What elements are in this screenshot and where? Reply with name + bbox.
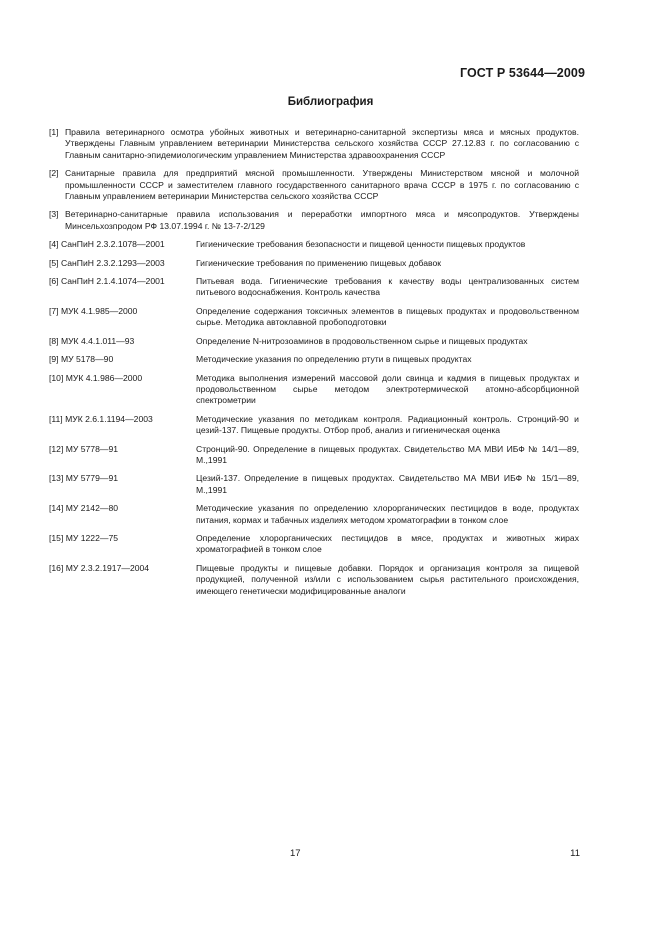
- reference-number: [1]: [49, 127, 59, 137]
- reference-item: [49, 373, 579, 407]
- reference-item: [49, 354, 579, 365]
- reference-text: Определение содержания токсичных элементов в пищевых продуктах и продовольственном сырье. Методика автоклавной пробоподготовки: [196, 305, 579, 328]
- reference-text: Определение N-нитрозоаминов в продовольственном сырье и пищевых продуктах: [196, 335, 528, 346]
- reference-code: [8] МУК 4.4.1.011—93: [49, 335, 135, 346]
- reference-code: [9] МУ 5178—90: [49, 354, 114, 365]
- reference-text: Ветеринарно-санитарные правила использования и переработки импортного мяса и мясопродуктов. Утверждены Минсельхозпродом РФ 13.07.1994 г. № 13-7-2/129: [65, 209, 579, 231]
- page-title: Библиография: [287, 96, 374, 108]
- reference-item: [49, 444, 579, 467]
- sheet-number: 11: [570, 848, 580, 859]
- reference-item: [49, 168, 579, 202]
- reference-text: Правила ветеринарного осмотра убойных животных и ветеринарно-санитарной экспертизы мяса и мясных продуктов. Утверждены Главным управлением ветеринарии Министерства сельского хозяйства СССР 27.12.83 г. по согласованию с Главным санитарно-эпидемиологическим управлением Министерства здравоохранения СССР: [65, 127, 579, 160]
- reference-code: [4] СанПиН 2.3.2.1078—2001: [49, 239, 165, 250]
- reference-item: [49, 239, 579, 250]
- reference-code: [11] МУК 2.6.1.1194—2003: [49, 413, 153, 424]
- bibliography-list: [49, 127, 579, 604]
- reference-code: [16] МУ 2.3.2.1917—2004: [49, 562, 150, 573]
- reference-code: [6] СанПиН 2.1.4.1074—2001: [49, 276, 165, 287]
- reference-code: [10] МУК 4.1.986—2000: [49, 372, 143, 383]
- reference-item: [49, 503, 579, 526]
- reference-text: Гигиенические требования безопасности и пищевой ценности пищевых продуктов: [196, 239, 526, 250]
- reference-item: [49, 473, 579, 496]
- document-code: ГОСТ Р 53644—2009: [459, 66, 585, 80]
- reference-code: [12] МУ 5778—91: [49, 443, 118, 454]
- reference-code: [5] СанПиН 2.3.2.1293—2003: [49, 257, 165, 268]
- reference-item: [49, 276, 579, 299]
- reference-item: [49, 414, 579, 437]
- reference-code: [14] МУ 2142—80: [49, 503, 118, 514]
- reference-text: Методические указания по определению ртути в пищевых продуктах: [196, 354, 472, 365]
- reference-code: [13] МУ 5779—91: [49, 473, 118, 484]
- reference-number: [3]: [49, 209, 59, 220]
- reference-text: Методика выполнения измерений массовой доли свинца и кадмия в пищевых продуктах и продовольственном сырье методом электротермической атомно-абсорбционной спектрометрии: [196, 372, 579, 406]
- reference-text: Цезий-137. Определение в пищевых продуктах. Свидетельство МА МВИ ИБФ № 15/1—89, М.,1991: [196, 473, 579, 495]
- reference-item: [49, 209, 579, 232]
- reference-item: [49, 306, 579, 329]
- reference-item: [49, 563, 579, 597]
- reference-text: Гигиенические требования по применению пищевых добавок: [196, 257, 442, 268]
- reference-item: [49, 127, 579, 161]
- reference-item: [49, 258, 579, 269]
- reference-number: [2]: [49, 168, 59, 179]
- reference-code: [15] МУ 1222—75: [49, 532, 118, 543]
- page-number: 17: [290, 848, 301, 859]
- reference-text: Пищевые продукты и пищевые добавки. Порядок и организация контроля за пищевой продукцией, полученной из/или с использованием сырья растительного происхождения, имеющего генетически модифицированные аналоги: [196, 562, 579, 596]
- reference-item: [49, 336, 579, 347]
- reference-code: [7] МУК 4.1.985—2000: [49, 305, 138, 316]
- reference-text: Определение хлорорганических пестицидов в мясе, продуктах и животных жирах хроматографией в тонком слое: [196, 532, 579, 555]
- reference-item: [49, 533, 579, 556]
- reference-text: Стронций-90. Определение в пищевых продуктах. Свидетельство МА МВИ ИБФ № 14/1—89, М.,1991: [196, 443, 579, 465]
- reference-text: Методические указания по методикам контроля. Радиационный контроль. Стронций-90 и цезий-137. Пищевые продукты. Отбор проб, анализ и гигиеническая оценка: [196, 413, 579, 436]
- reference-text: Методические указания по определению хлорорганических пестицидов в воде, продуктах питания, кормах и табачных изделиях методом хроматографии в тонком слое: [196, 503, 579, 525]
- reference-text: Санитарные правила для предприятий мясной промышленности. Утверждены Министерством мясной и молочной промышленности СССР и заместителем главного государственного санитарного врача СССР в 1975 г. по согласованию с Главным управлением ветеринарии Министерства сельского хозяйства СССР: [65, 168, 579, 202]
- reference-text: Питьевая вода. Гигиенические требования к качеству воды централизованных систем питьевого водоснабжения. Контроль качества: [196, 276, 579, 298]
